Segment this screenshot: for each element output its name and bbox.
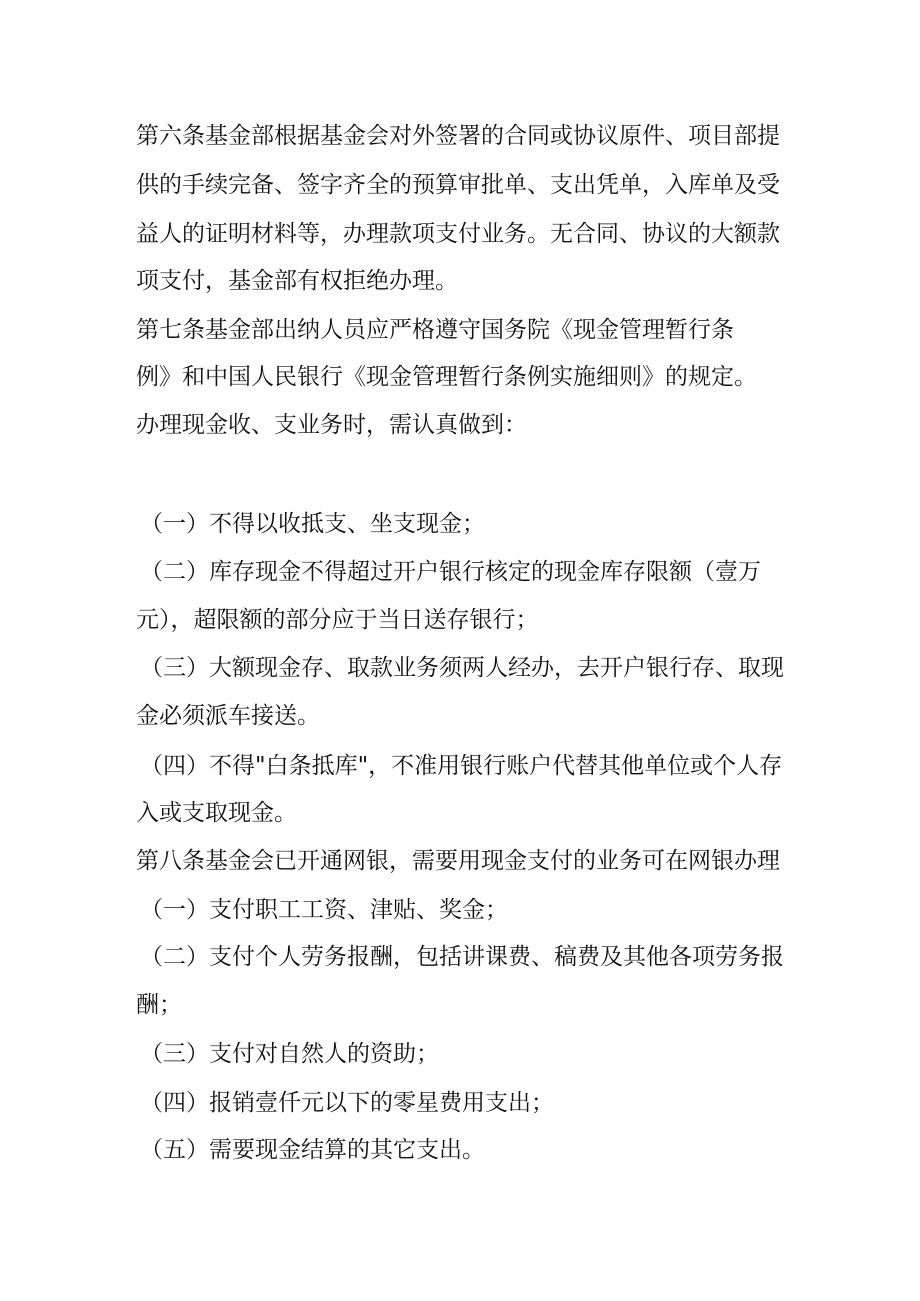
article-7-item-3-line-1: （三）大额现金存、取款业务须两人经办，去开户银行存、取现 xyxy=(140,655,784,681)
article-6-line-4: 项支付，基金部有权拒绝办理。 xyxy=(136,268,458,294)
article-7-item-2-line-2: 元），超限额的部分应于当日送存银行； xyxy=(136,607,539,633)
article-6-line-1: 第六条基金部根据基金会对外签署的合同或协议原件、项目部提 xyxy=(136,123,780,149)
article-7-line-2: 例》和中国人民银行《现金管理暂行条例实施细则》的规定。 xyxy=(136,364,757,390)
article-8-item-4-line-1: （四）报销壹仟元以下的零星费用支出； xyxy=(140,1090,554,1116)
article-8-item-2-line-2: 酬； xyxy=(136,992,182,1018)
article-8-item-3-line-1: （三）支付对自然人的资助； xyxy=(140,1041,439,1067)
article-6-line-2: 供的手续完备、签字齐全的预算审批单、支出凭单，入库单及受 xyxy=(136,172,780,198)
article-7-item-4-line-2: 入或支取现金。 xyxy=(136,800,297,826)
article-7-item-1-line-1: （一）不得以收抵支、坐支现金； xyxy=(140,511,485,537)
article-8-item-1-line-1: （一）支付职工工资、津贴、奖金； xyxy=(140,897,508,923)
article-7-item-2-line-1: （二）库存现金不得超过开户银行核定的现金库存限额（壹万 xyxy=(140,559,761,585)
article-7-item-3-line-2: 金必须派车接送。 xyxy=(136,703,320,729)
article-8-line-1: 第八条基金会已开通网银，需要用现金支付的业务可在网银办理 xyxy=(136,848,780,874)
article-7-line-3: 办理现金收、支业务时，需认真做到： xyxy=(136,412,527,438)
article-8-item-5-line-1: （五）需要现金结算的其它支出。 xyxy=(140,1137,485,1163)
article-7-line-1: 第七条基金部出纳人员应严格遵守国务院《现金管理暂行条 xyxy=(136,317,734,343)
article-6-line-3: 益人的证明材料等，办理款项支付业务。无合同、协议的大额款 xyxy=(136,221,780,247)
article-7-item-4-line-1: （四）不得"白条抵库"，不准用银行账户代替其他单位或个人存 xyxy=(140,753,783,779)
article-8-item-2-line-1: （二）支付个人劳务报酬，包括讲课费、稿费及其他各项劳务报 xyxy=(140,944,784,970)
